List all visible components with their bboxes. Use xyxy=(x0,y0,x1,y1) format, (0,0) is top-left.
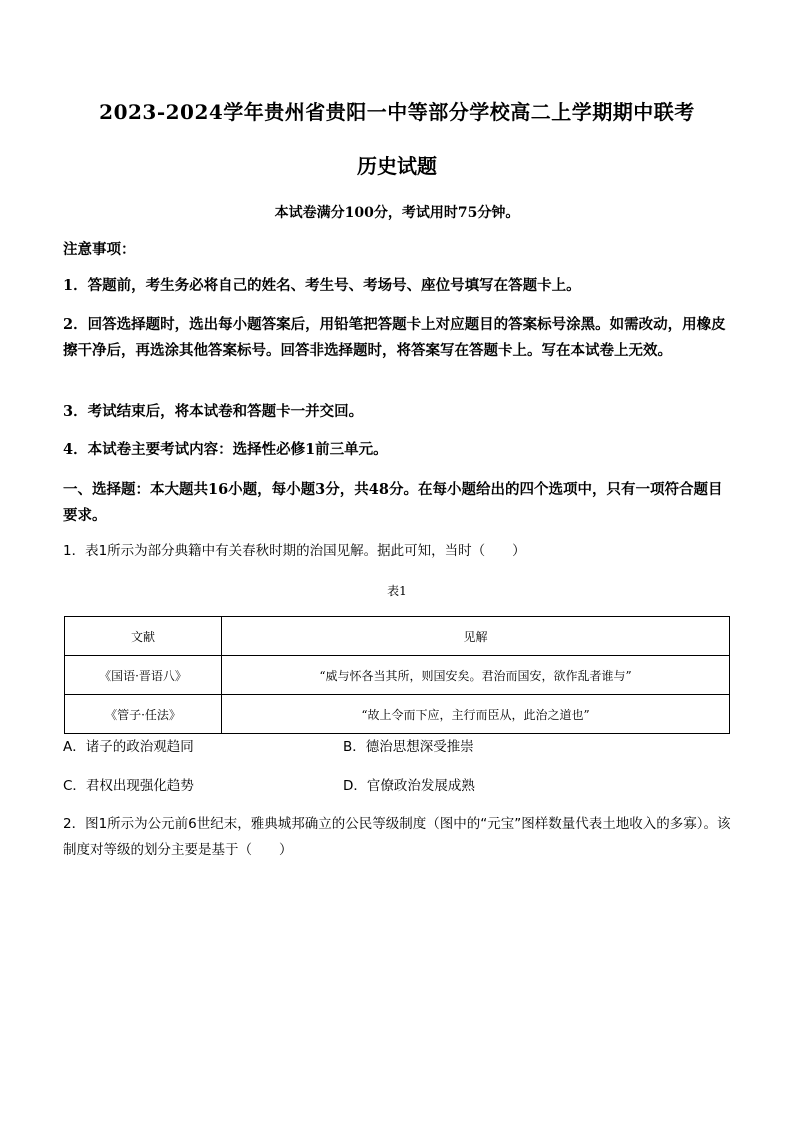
q1-option-a: A．诸子的政治观趋同 xyxy=(63,739,194,755)
section-heading: 一、选择题：本大题共16小题，每小题3分，共48分。在每小题给出的四个选项中，只有一项符合题目要求。 xyxy=(63,481,723,524)
note-item-3: 3．考试结束后，将本试卷和答题卡一并交回。 xyxy=(63,403,364,420)
q1-option-d: D．官僚政治发展成熟 xyxy=(343,778,475,794)
q1-option-b: B．德治思想深受推崇 xyxy=(343,739,474,755)
table-row xyxy=(65,656,730,695)
table-row xyxy=(65,695,730,734)
table-cell: “威与怀各当其所，则国安矣。君治而国安，欲作乱者谁与” xyxy=(222,656,730,695)
notes-heading: 注意事项： xyxy=(63,241,136,258)
table-header-row xyxy=(65,617,730,656)
table-header-cell: 见解 xyxy=(222,617,730,656)
table-cell: 《国语·晋语八》 xyxy=(65,656,222,695)
table-cell: 《管子·任法》 xyxy=(65,695,222,734)
source-table xyxy=(64,616,730,734)
question-2-stem: 2．图1所示为公元前6世纪末，雅典城邦确立的公民等级制度（图中的“元宝”图样数量代表土地收入的多寡）。该制度对等级的划分主要是基于（ ） xyxy=(63,816,731,858)
table-cell: “故上令而下应，主行而臣从，此治之道也” xyxy=(222,695,730,734)
question-1-stem: 1．表1所示为部分典籍中有关春秋时期的治国见解。据此可知，当时（ ） xyxy=(63,543,526,559)
page-title: 2023-2024学年贵州省贵阳一中等部分学校高二上学期期中联考 xyxy=(99,100,695,124)
note-item-1: 1．答题前，考生务必将自己的姓名、考生号、考场号、座位号填写在答题卡上。 xyxy=(63,277,581,294)
table-caption: 表1 xyxy=(387,584,407,598)
note-item-2: 2．回答选择题时，选出每小题答案后，用铅笔把答题卡上对应题目的答案标号涂黑。如需改动，用橡皮擦干净后，再选涂其他答案标号。回答非选择题时，将答案写在答题卡上。写在本试卷上无效。 xyxy=(63,316,726,359)
page-subtitle: 历史试题 xyxy=(357,154,437,178)
table-header-cell: 文献 xyxy=(65,617,222,656)
exam-info: 本试卷满分100分，考试用时75分钟。 xyxy=(274,205,520,221)
note-item-4: 4．本试卷主要考试内容：选择性必修1前三单元。 xyxy=(63,441,388,458)
q1-option-c: C．君权出现强化趋势 xyxy=(63,778,194,794)
